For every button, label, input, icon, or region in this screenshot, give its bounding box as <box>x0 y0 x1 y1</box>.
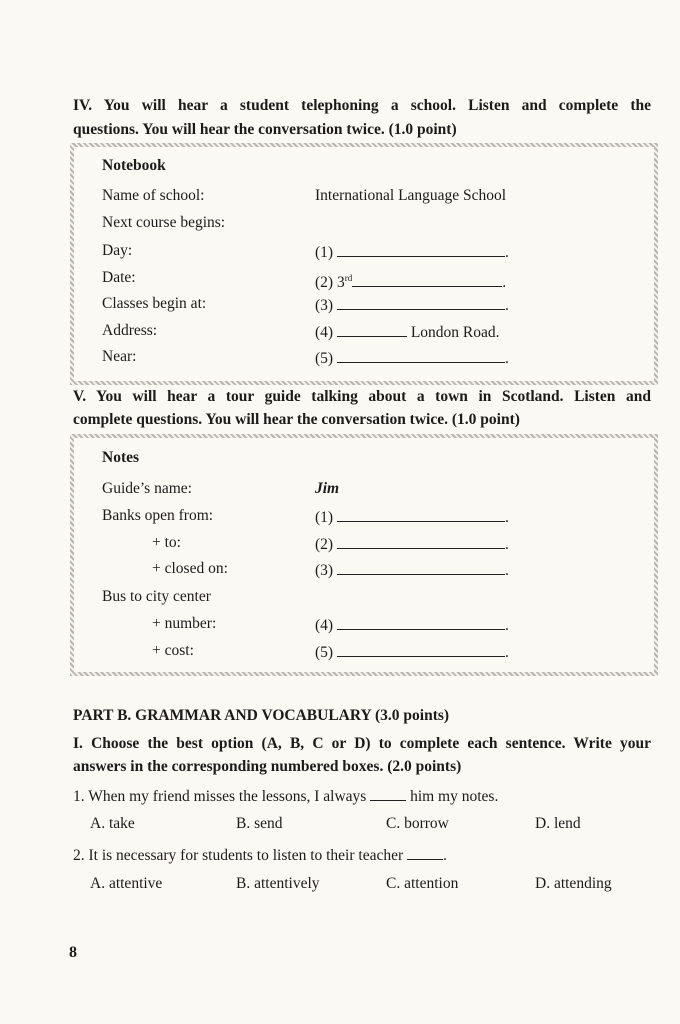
blank-number: (3) <box>315 562 334 579</box>
answer-blank[interactable] <box>337 560 505 575</box>
question-2-text: 2. It is necessary for students to listen to their teacher <box>73 847 404 864</box>
answer-blank[interactable] <box>337 615 505 630</box>
blank-number: (1) <box>315 509 334 526</box>
answer-closed-on[interactable]: (3) . <box>315 562 509 579</box>
label-bus-number: + number: <box>152 615 217 632</box>
blank-number: (5) <box>315 350 334 367</box>
blank-number: (2) 3 <box>315 274 345 292</box>
answer-near[interactable]: (5) . <box>315 350 509 367</box>
page-number: 8 <box>69 944 77 961</box>
section-4-heading-line1: IV. You will hear a student telephoning a school. Listen and complete the <box>73 97 651 114</box>
answer-blank[interactable] <box>337 534 505 549</box>
question-2 <box>73 845 447 865</box>
answer-blank[interactable] <box>337 507 505 522</box>
option-b[interactable]: B. attentively <box>236 875 320 892</box>
label-closed-on: + closed on: <box>152 560 228 577</box>
label-near: Near: <box>102 348 137 365</box>
ordinal-suffix: rd <box>344 273 353 283</box>
answer-bus-number[interactable]: (4) . <box>315 617 509 634</box>
question-1-blank[interactable] <box>370 786 406 801</box>
answer-blank[interactable] <box>337 242 505 257</box>
blank-number: (3) <box>315 297 334 314</box>
blank-number: (1) <box>315 244 334 261</box>
option-a[interactable]: A. take <box>90 815 135 832</box>
question-1-text: 1. When my friend misses the lessons, I always <box>73 788 367 805</box>
option-b[interactable]: B. send <box>236 815 283 832</box>
option-d[interactable]: D. attending <box>535 875 612 892</box>
notes-box <box>70 434 658 676</box>
question-1 <box>73 786 498 806</box>
value-guide-name: Jim <box>315 480 340 497</box>
label-school-name: Name of school: <box>102 187 205 204</box>
notes-title: Notes <box>102 449 140 466</box>
address-suffix: London Road. <box>410 324 500 341</box>
blank-number: (5) <box>315 644 334 661</box>
label-classes-begin: Classes begin at: <box>102 295 207 312</box>
blank-number: (2) <box>315 536 334 553</box>
answer-banks-open[interactable]: (1) . <box>315 509 509 526</box>
answer-address[interactable] <box>315 322 500 342</box>
option-a[interactable]: A. attentive <box>90 875 163 892</box>
answer-blank[interactable] <box>337 322 407 337</box>
label-address: Address: <box>102 322 158 339</box>
section-5-heading-line2: complete questions. You will hear the conversation twice. (1.0 point) <box>73 411 520 428</box>
label-date: Date: <box>102 269 136 286</box>
label-banks-open: Banks open from: <box>102 507 214 524</box>
option-d[interactable]: D. lend <box>535 815 581 832</box>
label-bus: Bus to city center <box>102 588 211 605</box>
answer-bus-cost[interactable]: (5) . <box>315 644 509 661</box>
section-5-heading-line1: V. You will hear a tour guide talking about a town in Scotland. Listen and <box>73 388 651 405</box>
label-day: Day: <box>102 242 133 259</box>
answer-date[interactable]: (2) 3rd . <box>315 273 507 292</box>
answer-day[interactable]: (1) . <box>315 244 509 261</box>
option-c[interactable]: C. borrow <box>386 815 449 832</box>
blank-number: (4) <box>315 324 334 341</box>
question-2-blank[interactable] <box>407 845 443 860</box>
part-b-instruction-line2: answers in the corresponding numbered boxes. (2.0 points) <box>73 758 462 775</box>
question-1-text-end: him my notes. <box>410 788 499 805</box>
part-b-instruction-line1: I. Choose the best option (A, B, C or D) to complete each sentence. Write your <box>73 735 651 752</box>
section-4-heading-line2: questions. You will hear the conversation twice. (1.0 point) <box>73 121 457 138</box>
label-banks-to: + to: <box>152 534 181 551</box>
answer-blank[interactable] <box>337 642 505 657</box>
answer-blank[interactable] <box>337 348 505 363</box>
answer-blank[interactable] <box>352 272 502 287</box>
label-next-course: Next course begins: <box>102 214 226 231</box>
answer-banks-to[interactable]: (2) . <box>315 536 509 553</box>
option-c[interactable]: C. attention <box>386 875 459 892</box>
label-bus-cost: + cost: <box>152 642 194 659</box>
blank-number: (4) <box>315 617 334 634</box>
answer-classes-begin[interactable]: (3) . <box>315 297 509 314</box>
answer-blank[interactable] <box>337 295 505 310</box>
notebook-title: Notebook <box>102 157 166 174</box>
question-2-text-end: . <box>443 847 447 864</box>
value-school-name: International Language School <box>315 187 507 204</box>
part-b-title: PART B. GRAMMAR AND VOCABULARY (3.0 points) <box>73 707 450 724</box>
label-guide-name: Guide’s name: <box>102 480 192 497</box>
